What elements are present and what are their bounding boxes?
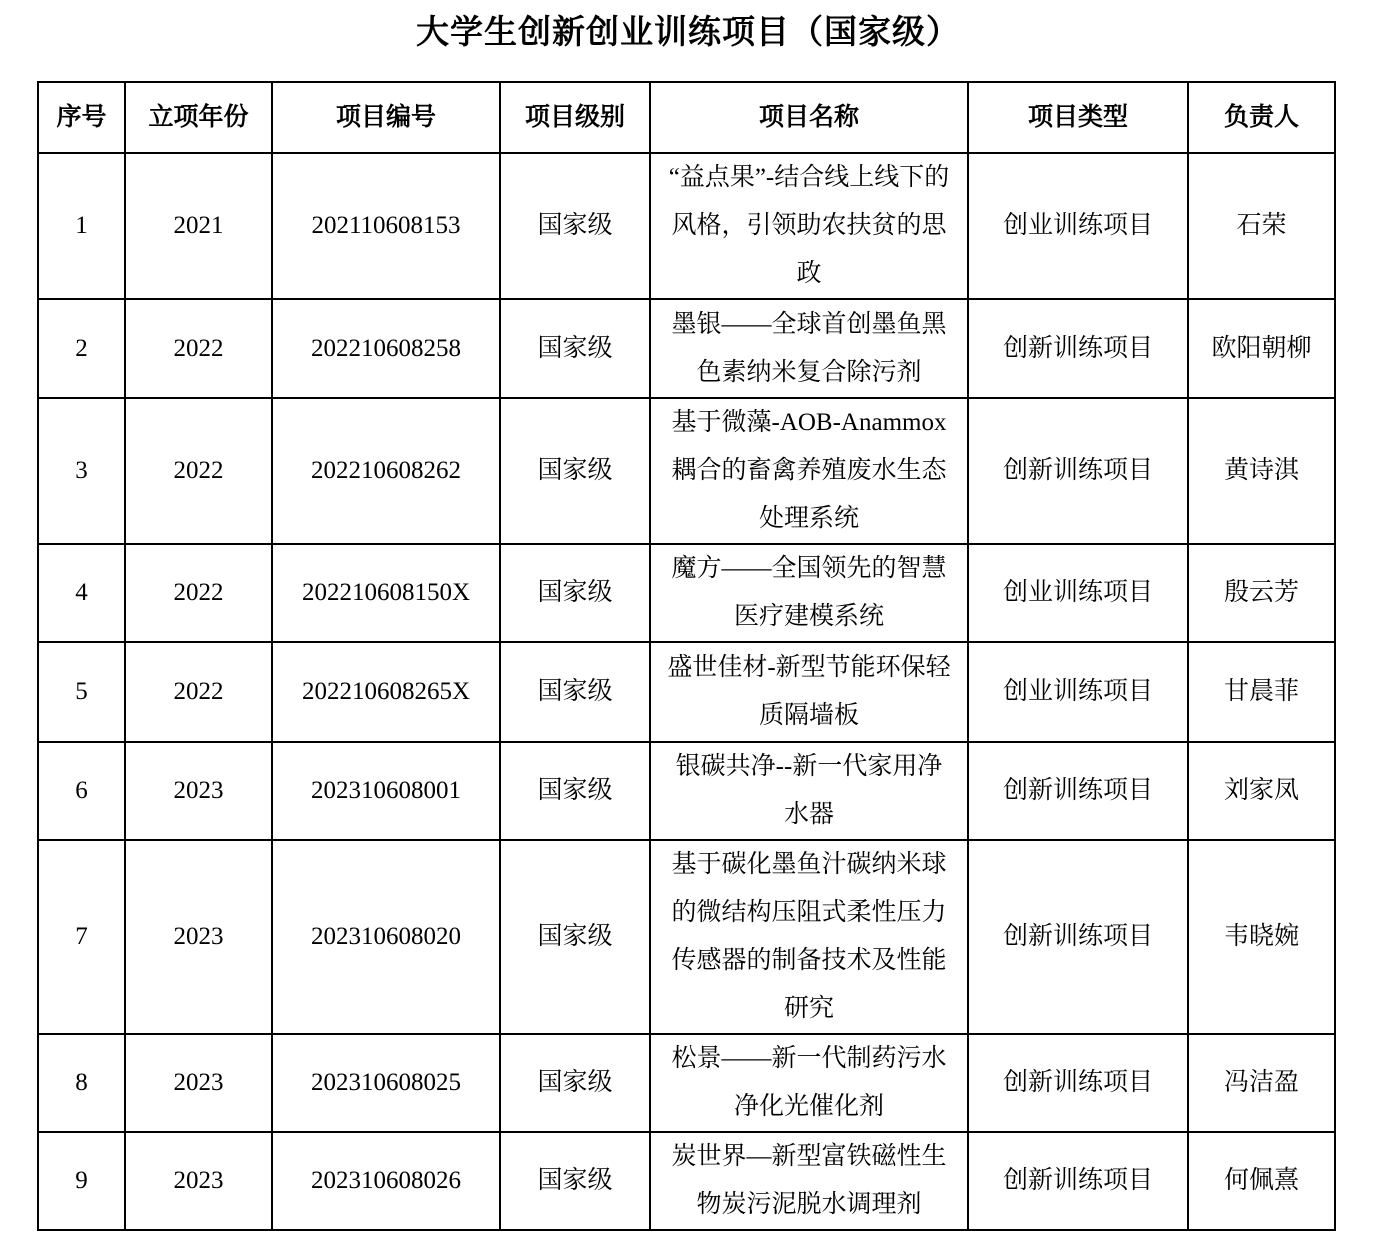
cell-code: 202310608025 — [272, 1034, 500, 1132]
cell-level: 国家级 — [500, 544, 650, 642]
cell-level: 国家级 — [500, 299, 650, 398]
cell-year: 2022 — [125, 398, 272, 544]
cell-code: 202210608265X — [272, 642, 500, 742]
table-row — [38, 153, 1335, 299]
cell-leader: 何佩熹 — [1188, 1132, 1335, 1230]
table-row — [38, 1034, 1335, 1132]
header-cell-name: 项目名称 — [650, 82, 968, 153]
cell-leader: 甘晨菲 — [1188, 642, 1335, 742]
cell-serial: 4 — [38, 544, 125, 642]
cell-name: 炭世界—新型富铁磁性生物炭污泥脱水调理剂 — [650, 1132, 968, 1230]
cell-level: 国家级 — [500, 1034, 650, 1132]
header-cell-leader: 负责人 — [1188, 82, 1335, 153]
cell-level: 国家级 — [500, 398, 650, 544]
cell-level: 国家级 — [500, 642, 650, 742]
table-row — [38, 1132, 1335, 1230]
cell-level: 国家级 — [500, 840, 650, 1034]
cell-type: 创新训练项目 — [968, 742, 1188, 840]
cell-type: 创新训练项目 — [968, 299, 1188, 398]
cell-code: 202110608153 — [272, 153, 500, 299]
cell-level: 国家级 — [500, 153, 650, 299]
cell-name: 基于微藻-AOB-Anammox耦合的畜禽养殖废水生态处理系统 — [650, 398, 968, 544]
page-title: 大学生创新创业训练项目（国家级） — [416, 15, 960, 51]
cell-code: 202310608020 — [272, 840, 500, 1034]
cell-serial: 3 — [38, 398, 125, 544]
cell-leader: 欧阳朝柳 — [1188, 299, 1335, 398]
cell-name: 墨银——全球首创墨鱼黑色素纳米复合除污剂 — [650, 299, 968, 398]
cell-year: 2021 — [125, 153, 272, 299]
table-row — [38, 742, 1335, 840]
table-row — [38, 544, 1335, 642]
cell-level: 国家级 — [500, 742, 650, 840]
cell-year: 2022 — [125, 299, 272, 398]
cell-leader: 韦晓婉 — [1188, 840, 1335, 1034]
cell-type: 创新训练项目 — [968, 840, 1188, 1034]
cell-serial: 5 — [38, 642, 125, 742]
cell-type: 创业训练项目 — [968, 544, 1188, 642]
header-cell-code: 项目编号 — [272, 82, 500, 153]
cell-code: 202210608258 — [272, 299, 500, 398]
cell-type: 创业训练项目 — [968, 153, 1188, 299]
header-row — [38, 82, 1335, 153]
cell-serial: 9 — [38, 1132, 125, 1230]
cell-leader: 黄诗淇 — [1188, 398, 1335, 544]
cell-name: 基于碳化墨鱼汁碳纳米球的微结构压阻式柔性压力传感器的制备技术及性能研究 — [650, 840, 968, 1034]
cell-level: 国家级 — [500, 1132, 650, 1230]
table-row — [38, 642, 1335, 742]
cell-serial: 2 — [38, 299, 125, 398]
cell-code: 202210608262 — [272, 398, 500, 544]
cell-year: 2023 — [125, 1132, 272, 1230]
header-cell-level: 项目级别 — [500, 82, 650, 153]
header-cell-year: 立项年份 — [125, 82, 272, 153]
cell-code: 202310608001 — [272, 742, 500, 840]
cell-type: 创新训练项目 — [968, 398, 1188, 544]
table-row — [38, 299, 1335, 398]
cell-code: 202210608150X — [272, 544, 500, 642]
header-cell-type: 项目类型 — [968, 82, 1188, 153]
cell-leader: 石荣 — [1188, 153, 1335, 299]
cell-year: 2023 — [125, 1034, 272, 1132]
cell-name: 银碳共净--新一代家用净水器 — [650, 742, 968, 840]
cell-leader: 冯洁盈 — [1188, 1034, 1335, 1132]
cell-serial: 1 — [38, 153, 125, 299]
cell-year: 2023 — [125, 840, 272, 1034]
cell-name: 盛世佳材-新型节能环保轻质隔墙板 — [650, 642, 968, 742]
cell-code: 202310608026 — [272, 1132, 500, 1230]
cell-name: 魔方——全国领先的智慧医疗建模系统 — [650, 544, 968, 642]
cell-type: 创新训练项目 — [968, 1132, 1188, 1230]
cell-serial: 6 — [38, 742, 125, 840]
cell-leader: 殷云芳 — [1188, 544, 1335, 642]
cell-year: 2022 — [125, 544, 272, 642]
cell-type: 创新训练项目 — [968, 1034, 1188, 1132]
projects-table — [37, 81, 1336, 1231]
cell-type: 创业训练项目 — [968, 642, 1188, 742]
cell-serial: 8 — [38, 1034, 125, 1132]
cell-name: 松景——新一代制药污水净化光催化剂 — [650, 1034, 968, 1132]
table-row — [38, 398, 1335, 544]
header-cell-serial: 序号 — [38, 82, 125, 153]
cell-year: 2022 — [125, 642, 272, 742]
cell-name: “益点果”-结合线上线下的风格，引领助农扶贫的思政 — [650, 153, 968, 299]
cell-year: 2023 — [125, 742, 272, 840]
cell-leader: 刘家凤 — [1188, 742, 1335, 840]
cell-serial: 7 — [38, 840, 125, 1034]
table-row — [38, 840, 1335, 1034]
